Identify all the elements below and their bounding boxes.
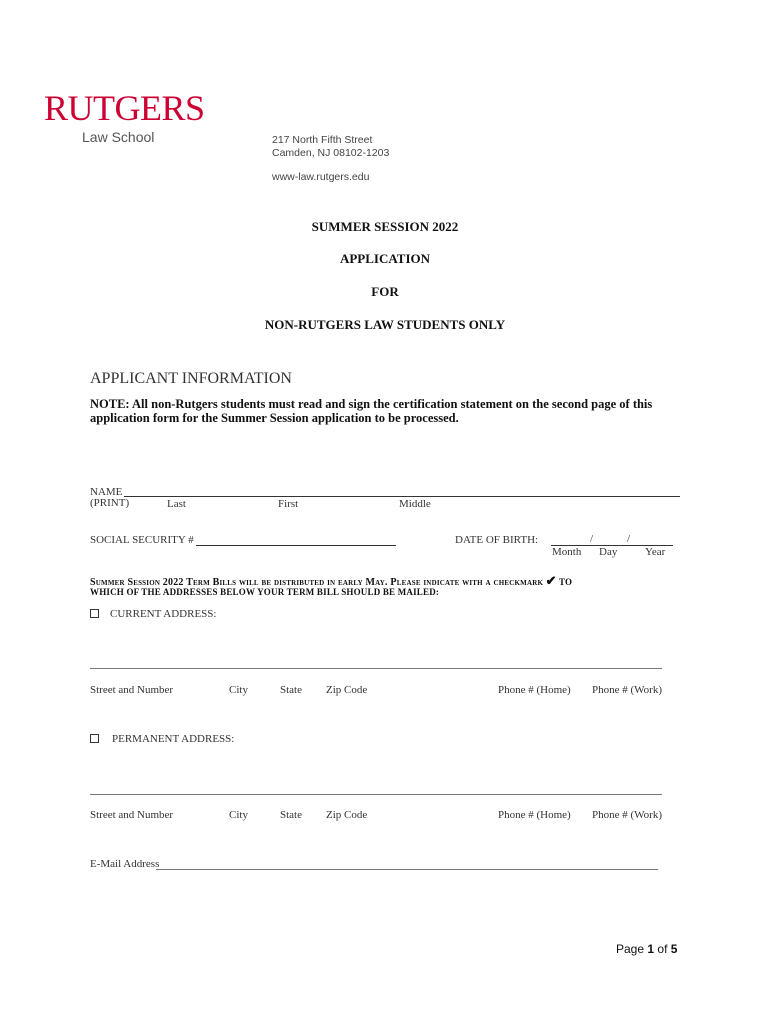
page-number: [616, 942, 677, 956]
address-line-2: Camden, NJ 08102-1203: [272, 147, 390, 159]
instructions-line-2: WHICH OF THE ADDRESSES BELOW YOUR TERM BILL SHOULD BE MAILED:: [90, 587, 440, 597]
title-session: SUMMER SESSION 2022: [311, 219, 459, 234]
permanent-address-label: PERMANENT ADDRESS:: [112, 733, 235, 745]
current-street-label: Street and Number: [90, 684, 174, 696]
year-label: Year: [645, 546, 666, 558]
rutgers-logo: RUTGERS: [44, 88, 205, 128]
note-text: NOTE: All non-Rutgers students must read and sign the certification statement on the second page of this application form for the Summer Session application to be processed.: [90, 397, 653, 425]
title-audience: NON-RUTGERS LAW STUDENTS ONLY: [264, 317, 506, 332]
middle-label: Middle: [399, 498, 431, 510]
dob-label: DATE OF BIRTH:: [455, 534, 539, 546]
current-address-checkbox[interactable]: [90, 609, 99, 618]
website-link[interactable]: www-law.rutgers.edu: [272, 171, 370, 183]
permanent-city-label: City: [229, 809, 248, 821]
permanent-zip-label: Zip Code: [326, 809, 368, 821]
current-address-input-line[interactable]: [90, 668, 662, 669]
dob-sep-2: /: [627, 533, 631, 545]
name-input-line[interactable]: [124, 496, 680, 497]
page-of: of: [657, 942, 668, 956]
address-line-1: 217 North Fifth Street: [272, 134, 373, 146]
permanent-phone-home-label: Phone # (Home): [498, 809, 571, 821]
permanent-address-row: [90, 734, 99, 746]
permanent-address-input-line[interactable]: [90, 794, 662, 795]
month-label: Month: [552, 546, 582, 558]
print-label: (PRINT): [90, 497, 130, 509]
current-address-row: [90, 609, 99, 621]
current-address-label: CURRENT ADDRESS:: [110, 608, 217, 620]
title-application: APPLICATION: [339, 251, 431, 266]
school-name: Law School: [82, 129, 155, 145]
permanent-street-label: Street and Number: [90, 809, 174, 821]
section-title: APPLICANT INFORMATION: [90, 370, 292, 387]
ssn-label: SOCIAL SECURITY #: [90, 534, 194, 546]
instructions-text: Summer Session 2022 Term Bills will be distributed in early May. Please indicate with a checkmark: [90, 577, 544, 588]
day-label: Day: [599, 546, 618, 558]
page-word: Page: [616, 942, 645, 956]
email-input-line[interactable]: [156, 869, 658, 870]
email-label: E-Mail Address: [90, 858, 160, 870]
ssn-input-line[interactable]: [196, 545, 396, 546]
first-label: First: [278, 498, 299, 510]
name-label: NAME: [90, 486, 123, 498]
last-label: Last: [167, 498, 186, 510]
page-current: 1: [647, 942, 655, 956]
permanent-address-checkbox[interactable]: [90, 734, 99, 743]
permanent-state-label: State: [280, 809, 302, 821]
title-for: FOR: [371, 284, 399, 299]
permanent-phone-work-label: Phone # (Work): [592, 809, 662, 821]
page-total: 5: [670, 942, 678, 956]
current-phone-work-label: Phone # (Work): [592, 684, 662, 696]
current-city-label: City: [229, 684, 248, 696]
current-zip-label: Zip Code: [326, 684, 368, 696]
instructions-to: TO: [558, 577, 573, 587]
current-phone-home-label: Phone # (Home): [498, 684, 571, 696]
current-state-label: State: [280, 684, 302, 696]
checkmark-icon: ✔: [545, 573, 557, 588]
dob-sep-1: /: [590, 533, 594, 545]
